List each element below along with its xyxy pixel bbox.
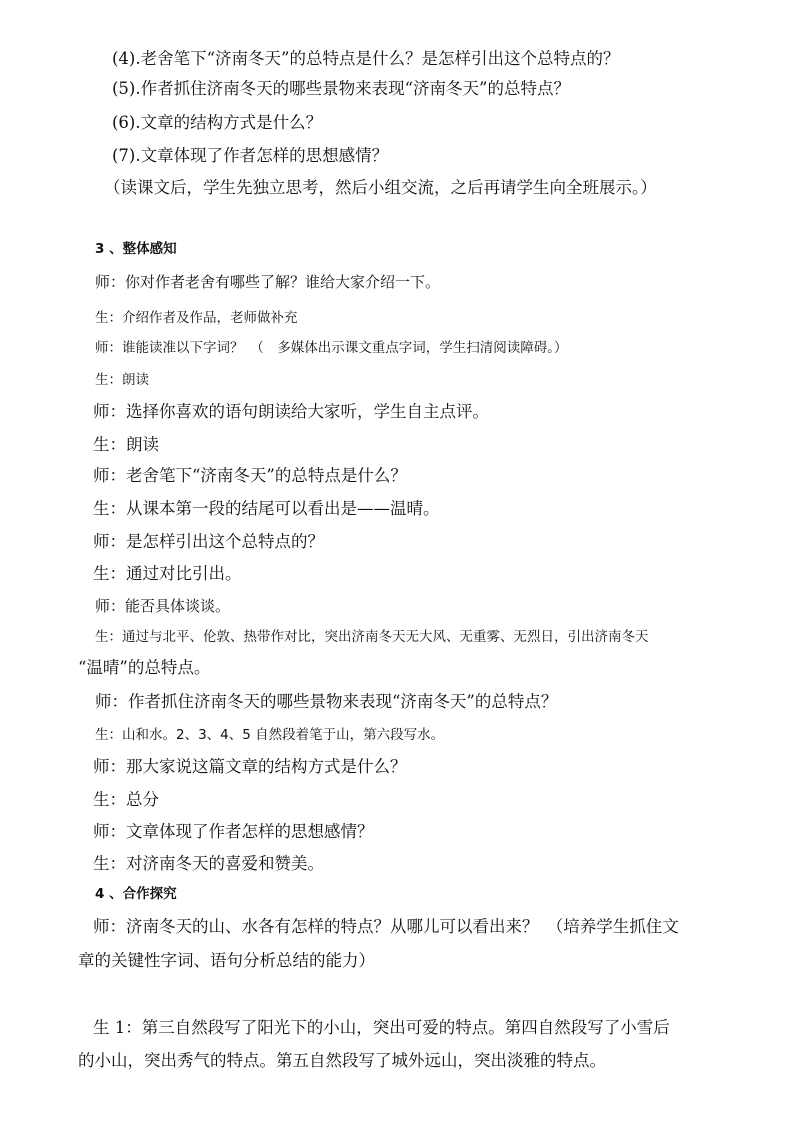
dialogue-line: 师：是怎样引出这个总特点的？ <box>93 532 324 551</box>
dialogue-line: 师：文章体现了作者怎样的思想感情？ <box>93 822 374 841</box>
dialogue-line: 师：你对作者老舍有哪些了解？谁给大家介绍一下。 <box>95 273 441 291</box>
dialogue-line: 师：谁能读准以下字词？ （ 多媒体出示课文重点字词，学生扫清阅读障碍。） <box>95 340 568 356</box>
dialogue-line: 师：选择你喜欢的语句朗读给大家听，学生自主点评。 <box>93 402 489 421</box>
dialogue-line: 生：对济南冬天的喜爱和赞美。 <box>93 854 324 873</box>
question-6: (6).文章的结构方式是什么？ <box>112 113 323 132</box>
dialogue-line: 生：朗读 <box>95 372 149 388</box>
instruction-note: （读课文后，学生先独立思考，然后小组交流，之后再请学生向全班展示。） <box>104 178 657 197</box>
discussion-question-cont: 章的关键性字词、语句分析总结的能力） <box>78 951 375 970</box>
dialogue-line: 生：通过对比引出。 <box>93 564 242 583</box>
question-7: (7).文章体现了作者怎样的思想感情？ <box>112 146 389 165</box>
dialogue-line: 师：老舍笔下“济南冬天”的总特点是什么？ <box>93 466 407 485</box>
section-4-heading: 4 、合作探究 <box>95 886 177 902</box>
dialogue-line: 师：那大家说这篇文章的结构方式是什么？ <box>93 757 407 776</box>
dialogue-line: 生：山和水。2、3、4、5 自然段着笔于山，第六段写水。 <box>95 727 445 743</box>
student-answer-cont: 的小山，突出秀气的特点。第五自然段写了城外远山，突出淡雅的特点。 <box>78 1051 606 1070</box>
dialogue-line: 师：能否具体谈谈。 <box>95 597 231 615</box>
dialogue-line: 生：介绍作者及作品，老师做补充 <box>95 310 298 326</box>
question-5: (5).作者抓住济南冬天的哪些景物来表现“济南冬天”的总特点？ <box>112 79 570 98</box>
question-4: (4).老舍笔下“济南冬天”的总特点是什么？是怎样引出这个总特点的？ <box>112 49 620 68</box>
dialogue-line: 生：朗读 <box>93 435 159 454</box>
dialogue-line: 生：总分 <box>93 790 159 809</box>
student-answer: 生 1：第三自然段写了阳光下的小山，突出可爱的特点。第四自然段写了小雪后 <box>93 1018 670 1037</box>
dialogue-line: 师：作者抓住济南冬天的哪些景物来表现“济南冬天”的总特点？ <box>95 692 558 711</box>
dialogue-line: 生：通过与北平、伦敦、热带作对比，突出济南冬天无大风、无重雾、无烈日，引出济南冬天 <box>95 629 649 645</box>
dialogue-line: “温晴”的总特点。 <box>78 658 211 677</box>
dialogue-line: 生：从课本第一段的结尾可以看出是——温晴。 <box>93 499 440 518</box>
discussion-question: 师：济南冬天的山、水各有怎样的特点？从哪儿可以看出来？ （培养学生抓住文 <box>93 917 679 936</box>
section-3-heading: 3 、整体感知 <box>95 241 177 257</box>
